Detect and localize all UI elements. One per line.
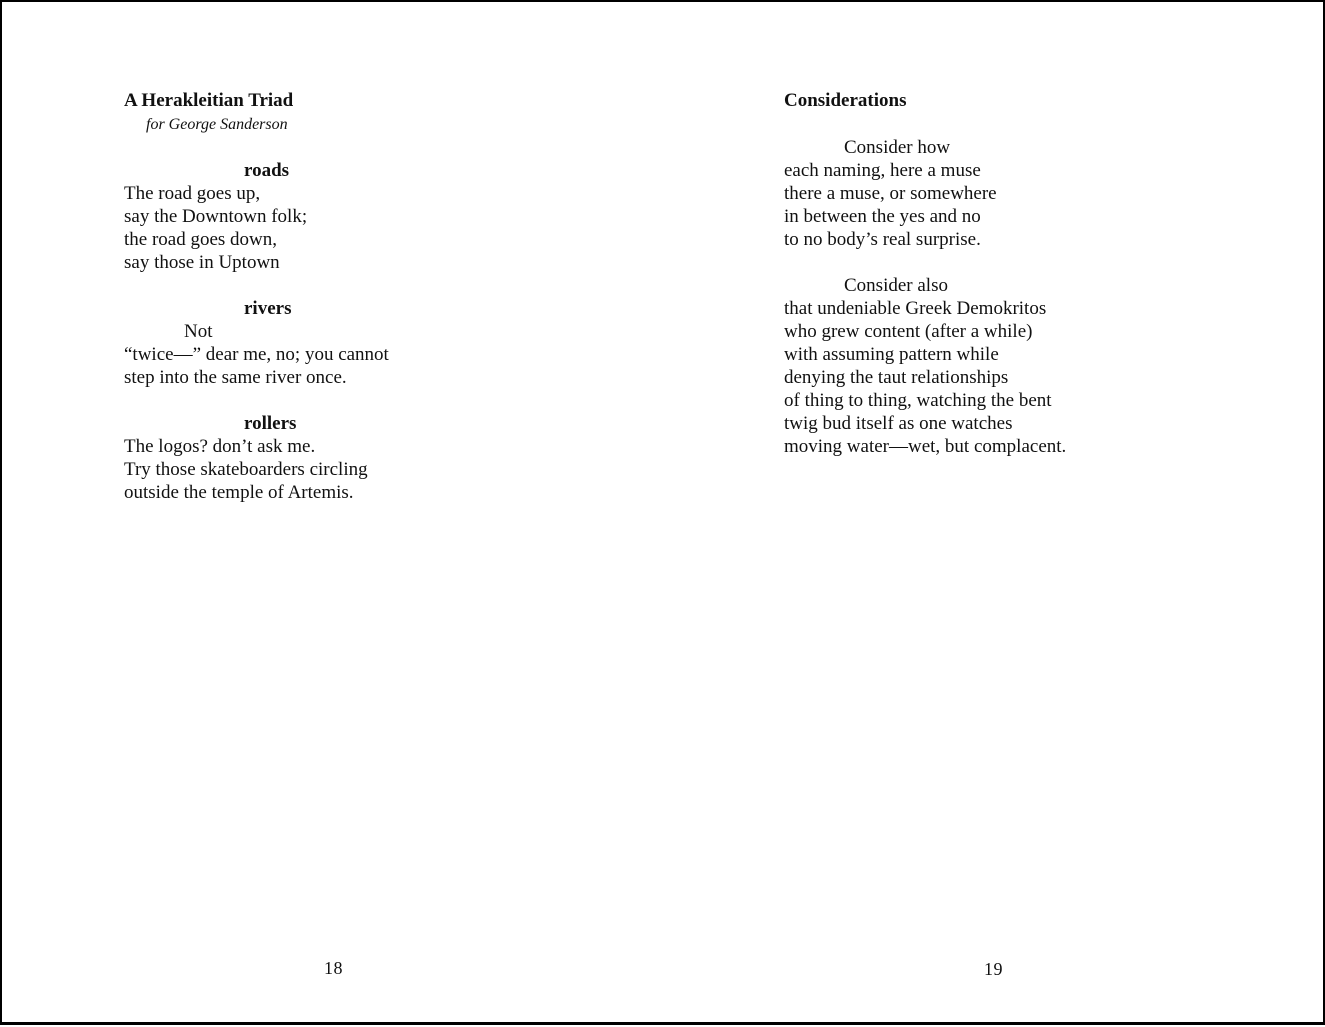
left-page — [124, 2, 624, 1027]
poem-line: in between the yes and no — [784, 206, 981, 227]
page-number: 19 — [984, 959, 1003, 979]
stanza-1 — [784, 136, 997, 251]
poem-line: twig bud itself as one watches — [784, 413, 1013, 434]
section-heading: rollers — [244, 413, 297, 434]
poem-line: who grew content (after a while) — [784, 321, 1033, 342]
poem-line: Not — [184, 321, 213, 342]
section-heading: roads — [244, 160, 290, 181]
poem-line: that undeniable Greek Demokritos — [784, 298, 1047, 319]
poem-line: the road goes down, — [124, 229, 278, 250]
section-roads — [124, 159, 307, 274]
poem-line: step into the same river once. — [124, 367, 347, 388]
poem-line: of thing to thing, watching the bent — [784, 390, 1052, 411]
poem-line: there a muse, or somewhere — [784, 183, 997, 204]
poem-line: say the Downtown folk; — [124, 206, 308, 227]
poem-line: with assuming pattern while — [784, 344, 999, 365]
poem-line: Consider also — [844, 275, 948, 296]
section-rollers — [124, 412, 368, 504]
poem-line: denying the taut relationships — [784, 367, 1009, 388]
poem-line: The road goes up, — [124, 183, 261, 204]
poem-line: moving water—wet, but complacent. — [784, 436, 1067, 457]
poem-line: Try those skateboarders circling — [124, 459, 368, 480]
poem-line: each naming, here a muse — [784, 160, 981, 181]
poem-line: Consider how — [844, 137, 951, 158]
poem-title: Considerations — [784, 90, 907, 111]
stanza-2 — [784, 274, 1066, 458]
poem-title: A Herakleitian Triad — [124, 90, 294, 111]
poem-line: to no body’s real surprise. — [784, 229, 981, 250]
poem-dedication: for George Sanderson — [146, 116, 288, 133]
poem-line: “twice—” dear me, no; you cannot — [124, 344, 389, 365]
section-heading: rivers — [244, 298, 292, 319]
page-number: 18 — [324, 958, 343, 978]
poem-line: outside the temple of Artemis. — [124, 482, 354, 503]
section-rivers — [124, 297, 389, 389]
poem-line: say those in Uptown — [124, 252, 280, 273]
right-page — [784, 2, 1284, 1027]
poem-line: The logos? don’t ask me. — [124, 436, 316, 457]
